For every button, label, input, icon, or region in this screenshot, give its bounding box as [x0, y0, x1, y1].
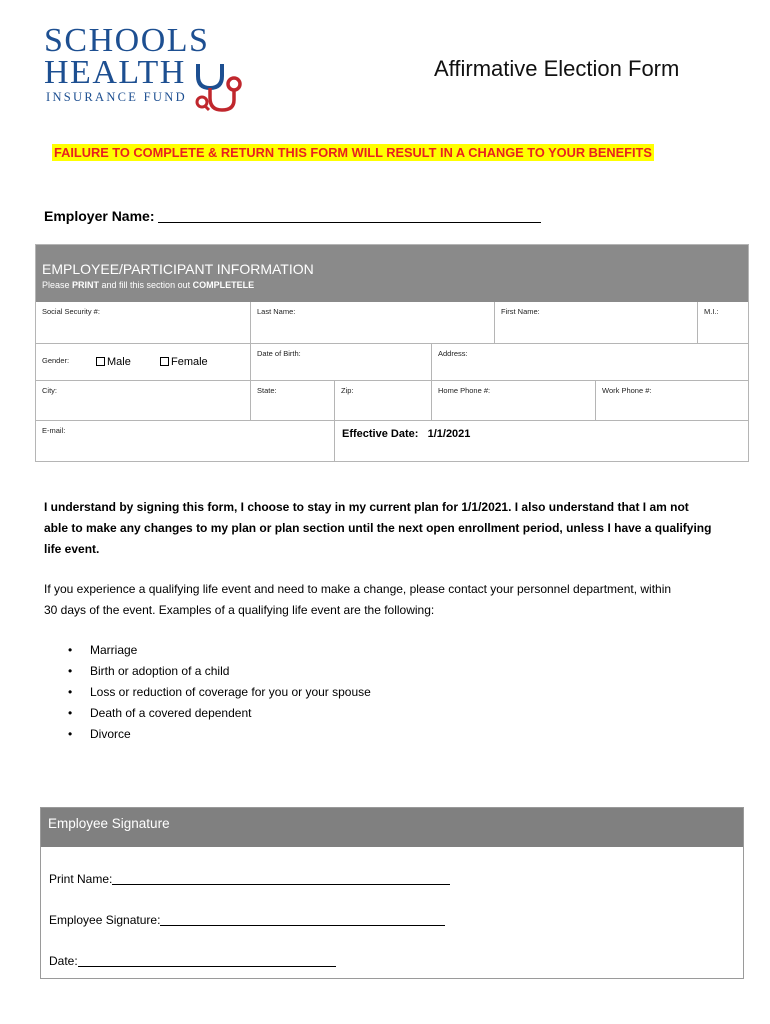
- print-name-field[interactable]: [49, 872, 450, 886]
- list-item-text: Birth or adoption of a child: [90, 664, 230, 678]
- female-checkbox[interactable]: [160, 356, 208, 368]
- ssn-label: Social Security #:: [42, 307, 100, 316]
- bullet-icon: •: [68, 643, 73, 657]
- gender-label: Gender:: [42, 356, 70, 365]
- logo-line-schools: SCHOOLS: [44, 22, 210, 59]
- mi-field[interactable]: [698, 302, 748, 344]
- dob-field[interactable]: [251, 344, 432, 381]
- signature-section: [40, 807, 744, 979]
- qualifying-event-line-2: 30 days of the event. Examples of a qualifying life event are the following:: [44, 603, 435, 617]
- instructions-prefix: Please: [42, 280, 73, 290]
- male-label: Male: [107, 356, 131, 368]
- effective-date-value: 1/1/2021: [427, 428, 471, 440]
- list-item: [64, 703, 371, 724]
- state-field[interactable]: [251, 381, 335, 421]
- address-label: Address:: [438, 349, 468, 358]
- employee-signature-line[interactable]: [160, 914, 445, 926]
- acknowledgement-line-3: life event.: [44, 542, 100, 556]
- list-item-text: Loss or reduction of coverage for you or your spouse: [90, 685, 371, 699]
- list-item: [64, 661, 371, 682]
- instructions-complete: COMPLETELE: [192, 280, 255, 290]
- last-name-field[interactable]: [251, 302, 495, 344]
- effective-date-label: Effective Date:: [342, 428, 419, 440]
- female-label: Female: [171, 356, 208, 368]
- date-field[interactable]: [49, 954, 336, 968]
- ssn-field[interactable]: [36, 302, 251, 344]
- bullet-icon: •: [68, 727, 73, 741]
- bullet-icon: •: [68, 685, 73, 699]
- list-item-text: Marriage: [90, 643, 138, 657]
- date-label: Date:: [49, 954, 78, 968]
- last-name-label: Last Name:: [257, 307, 296, 316]
- city-field[interactable]: [36, 381, 251, 421]
- male-checkbox-box[interactable]: [96, 357, 105, 366]
- first-name-label: First Name:: [501, 307, 540, 316]
- effective-date: [342, 428, 470, 440]
- employee-info-section: [35, 244, 749, 462]
- work-phone-label: Work Phone #:: [602, 386, 652, 395]
- employee-signature-label: Employee Signature:: [49, 913, 161, 927]
- instructions-print: PRINT: [72, 280, 100, 290]
- address-field[interactable]: [432, 344, 748, 381]
- email-label: E-mail:: [42, 426, 66, 435]
- bullet-icon: •: [68, 706, 73, 720]
- print-name-line[interactable]: [112, 873, 450, 885]
- employer-name-field[interactable]: [44, 208, 541, 224]
- stethoscope-icon: [190, 62, 250, 114]
- print-name-label: Print Name:: [49, 872, 113, 886]
- warning-banner: FAILURE TO COMPLETE & RETURN THIS FORM WILL RESULT IN A CHANGE TO YOUR BENEFITS: [54, 145, 652, 160]
- female-checkbox-box[interactable]: [160, 357, 169, 366]
- zip-field[interactable]: [335, 381, 432, 421]
- list-item: [64, 682, 371, 703]
- logo-line-health: HEALTH: [44, 54, 186, 91]
- employee-info-instructions: [42, 280, 254, 290]
- first-name-field[interactable]: [495, 302, 698, 344]
- employer-name-label: Employer Name:: [44, 208, 155, 224]
- work-phone-field[interactable]: [596, 381, 748, 421]
- schools-health-logo: [40, 20, 250, 115]
- signature-heading: Employee Signature: [48, 816, 170, 831]
- employer-name-line[interactable]: [158, 209, 541, 223]
- form-title: Affirmative Election Form: [434, 56, 680, 81]
- list-item-text: Divorce: [90, 727, 131, 741]
- home-phone-field[interactable]: [432, 381, 596, 421]
- signature-header: [41, 808, 743, 847]
- dob-label: Date of Birth:: [257, 349, 301, 358]
- mi-label: M.I.:: [704, 307, 719, 316]
- qualifying-event-line-1: If you experience a qualifying life event and need to make a change, please contact your personnel department, within: [44, 582, 672, 596]
- email-field[interactable]: [36, 421, 335, 461]
- state-label: State:: [257, 386, 277, 395]
- gender-field: [36, 344, 251, 381]
- bullet-icon: •: [68, 664, 73, 678]
- qualifying-event-paragraph: [44, 579, 724, 621]
- list-item: [64, 724, 371, 745]
- male-checkbox[interactable]: [96, 356, 131, 368]
- acknowledgement-paragraph: [44, 497, 724, 560]
- instructions-middle: and fill this section out: [99, 280, 193, 290]
- qualifying-event-list: [64, 640, 371, 745]
- home-phone-label: Home Phone #:: [438, 386, 491, 395]
- logo-line-insurance-fund: INSURANCE FUND: [46, 90, 187, 104]
- employee-info-header: [36, 245, 748, 302]
- employee-signature-field[interactable]: [49, 913, 445, 927]
- acknowledgement-line-2: able to make any changes to my plan or plan section until the next open enrollment period, unless I have a qualifying: [44, 521, 712, 535]
- list-item: [64, 640, 371, 661]
- employee-info-heading: EMPLOYEE/PARTICIPANT INFORMATION: [42, 261, 314, 277]
- zip-label: Zip:: [341, 386, 354, 395]
- list-item-text: Death of a covered dependent: [90, 706, 252, 720]
- date-line[interactable]: [78, 955, 336, 967]
- effective-date-cell: [335, 421, 748, 461]
- city-label: City:: [42, 386, 57, 395]
- acknowledgement-line-1: I understand by signing this form, I choose to stay in my current plan for 1/1/2021. I also understand that I am not: [44, 500, 689, 514]
